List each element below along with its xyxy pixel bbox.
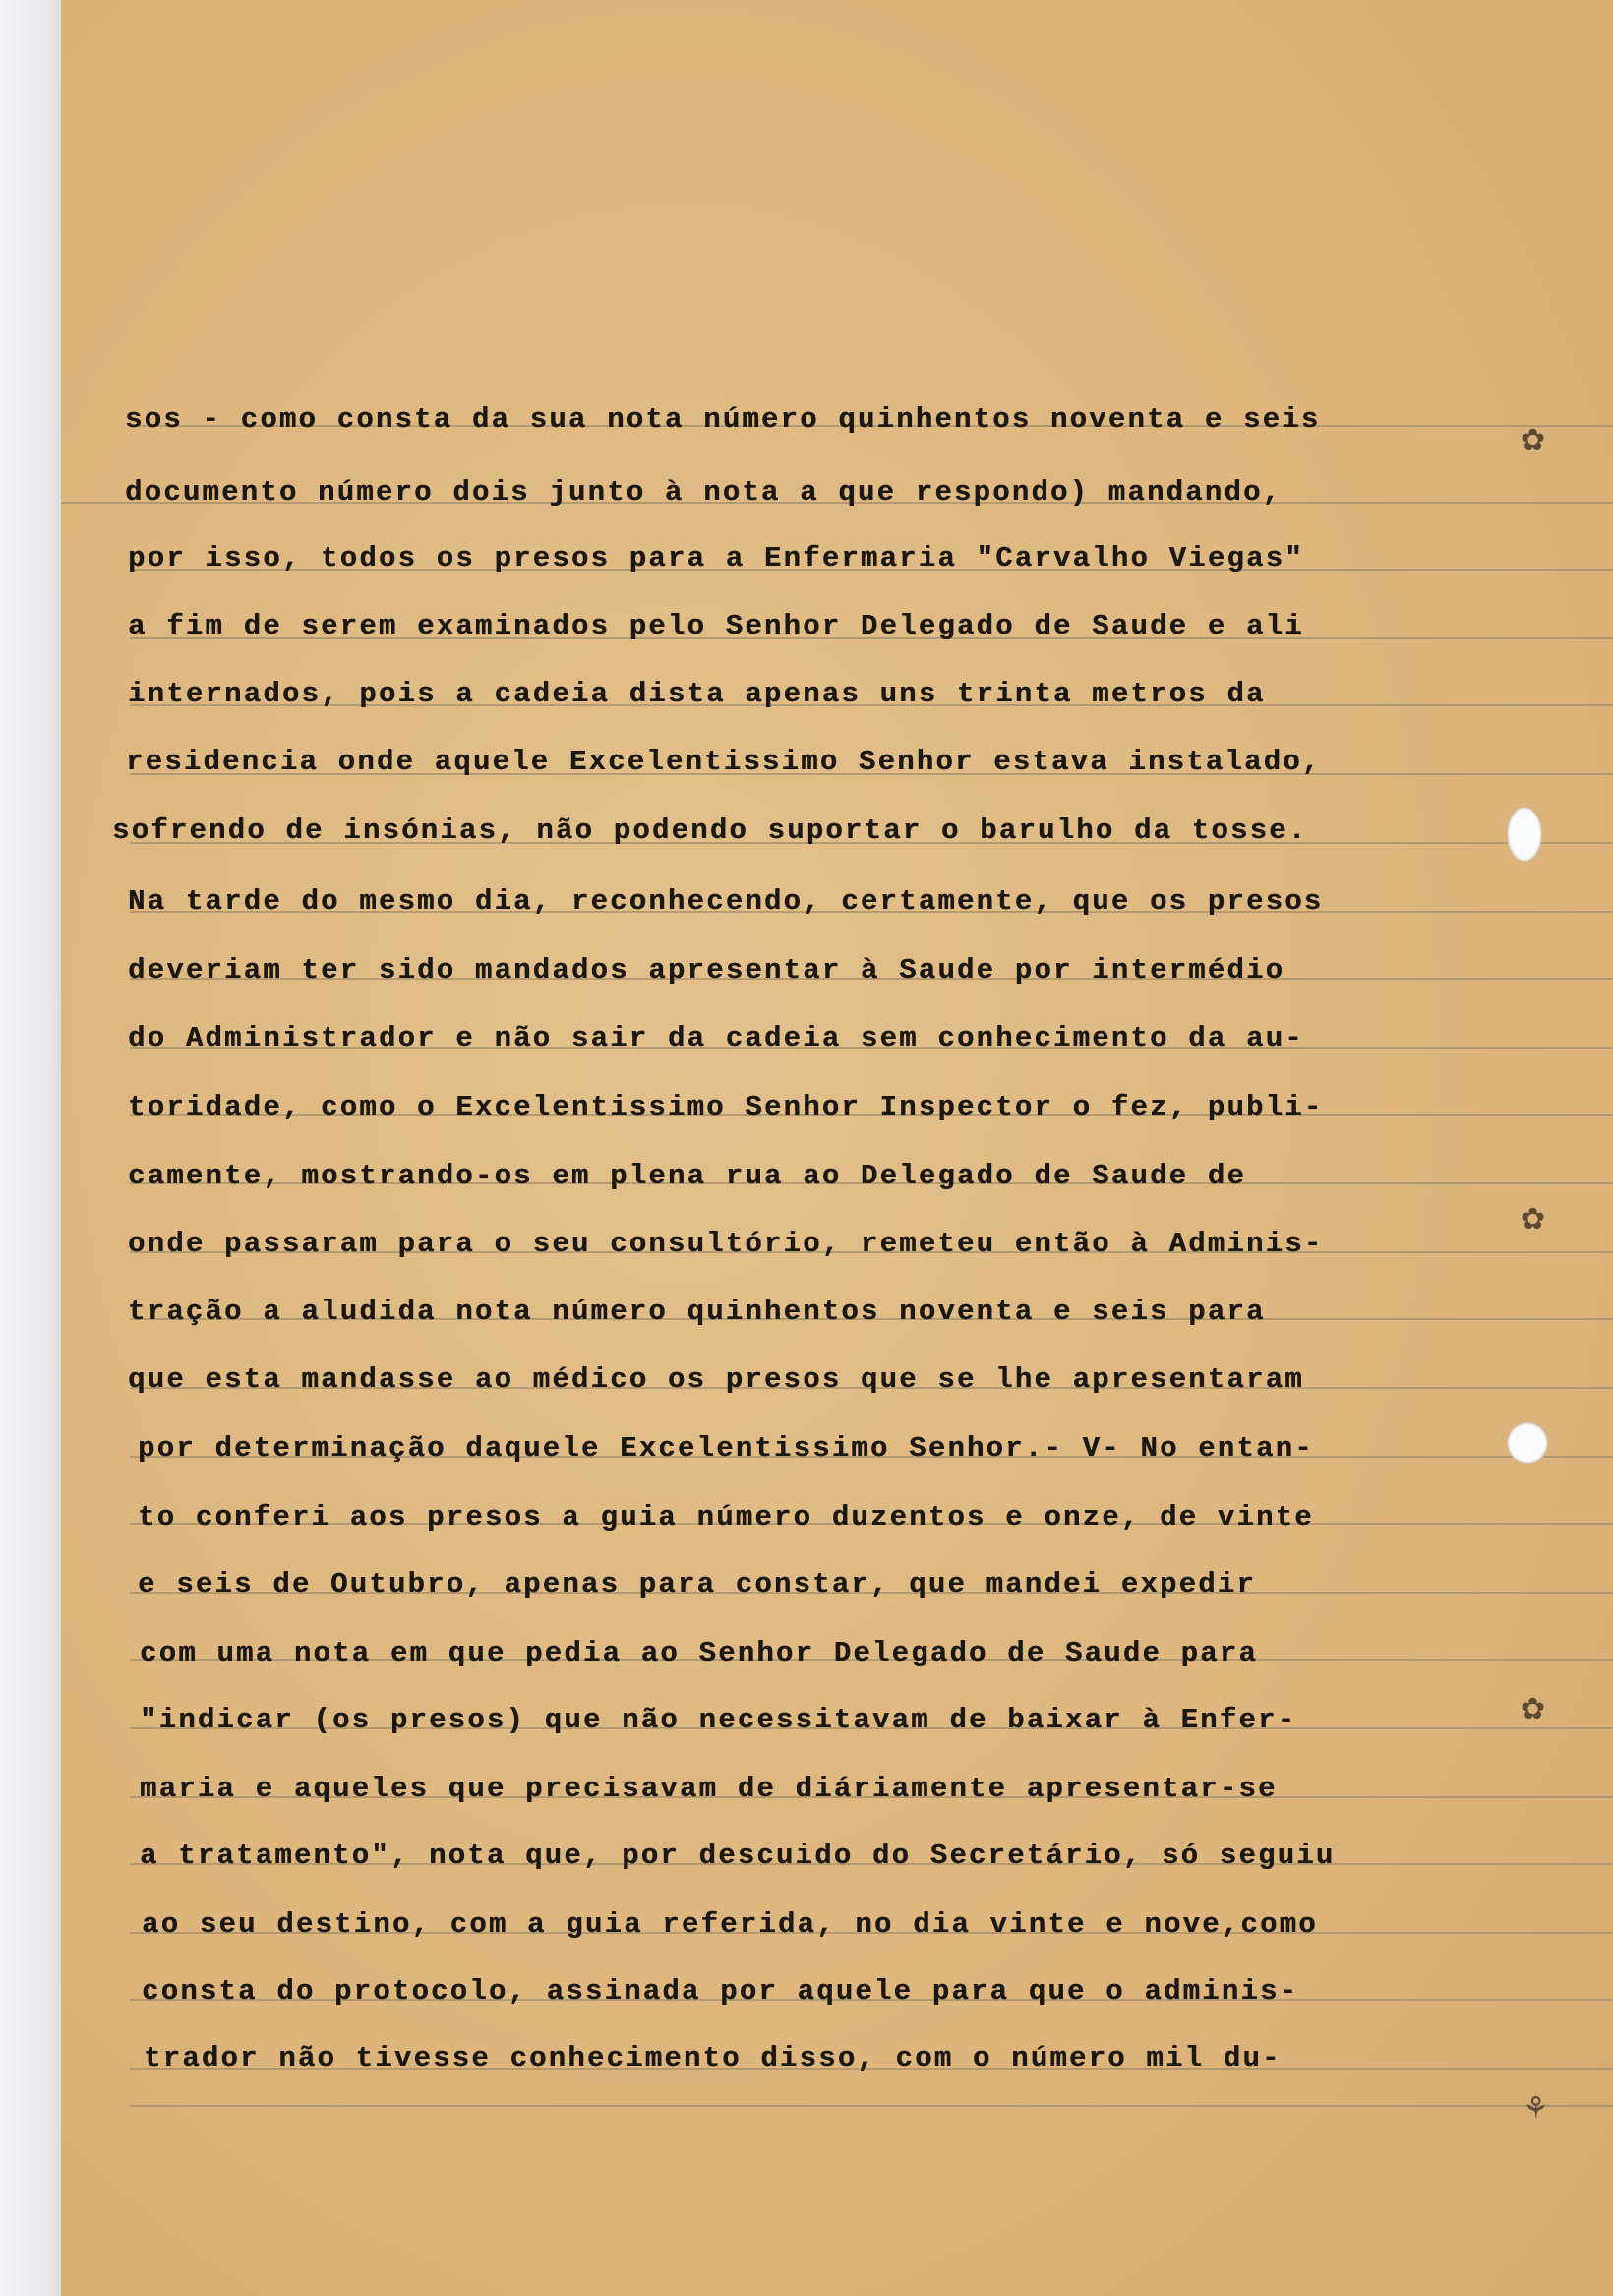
text-line-18: e seis de Outubro, apenas para constar, que mandei expedir — [138, 1568, 1256, 1601]
text-line-6: residencia onde aquele Excelentissimo Senhor estava instalado, — [126, 746, 1322, 778]
text-line-20: "indicar (os presos) que não necessitavam de baixar à Enfer- — [140, 1704, 1297, 1736]
text-line-17: to conferi aos presos a guia número duzentos e onze, de vinte — [138, 1501, 1314, 1534]
text-line-25: trador não tivesse conhecimento disso, com o número mil du- — [144, 2042, 1282, 2075]
text-line-24: consta do protocolo, assinada por aquele para que o adminis- — [142, 1975, 1299, 2008]
margin-mark-icon: ⚘ — [1523, 2091, 1549, 2126]
punch-hole — [1507, 1422, 1548, 1464]
text-line-4: a fim de serem examinados pelo Senhor Delegado de Saude e ali — [128, 610, 1304, 642]
text-line-12: camente, mostrando-os em plena rua ao Delegado de Saude de — [128, 1160, 1246, 1192]
text-line-7: sofrendo de insónias, não podendo suportar o barulho da tosse. — [112, 815, 1308, 847]
text-line-11: toridade, como o Excelentissimo Senhor Inspector o fez, publi- — [128, 1091, 1324, 1123]
text-line-16: por determinação daquele Excelentissimo Senhor.- V- No entan- — [138, 1432, 1314, 1465]
text-line-14: tração a aludida nota número quinhentos noventa e seis para — [128, 1296, 1266, 1328]
text-line-22: a tratamento", nota que, por descuido do Secretário, só seguiu — [140, 1840, 1336, 1872]
text-line-5: internados, pois a cadeia dista apenas uns trinta metros da — [128, 678, 1266, 710]
text-line-19: com uma nota em que pedia ao Senhor Delegado de Saude para — [140, 1637, 1258, 1669]
paper-sheet — [61, 0, 1613, 2296]
text-line-8: Na tarde do mesmo dia, reconhecendo, certamente, que os presos — [128, 885, 1324, 918]
text-line-13: onde passaram para o seu consultório, remeteu então à Adminis- — [128, 1228, 1324, 1260]
punch-hole — [1507, 807, 1542, 862]
margin-mark-icon: ✿ — [1521, 1692, 1546, 1726]
margin-mark-icon: ✿ — [1521, 1202, 1546, 1237]
text-line-3: por isso, todos os presos para a Enfermaria "Carvalho Viegas" — [128, 542, 1304, 574]
text-line-10: do Administrador e não sair da cadeia sem conhecimento da au- — [128, 1022, 1304, 1055]
text-line-23: ao seu destino, com a guia referida, no dia vinte e nove,como — [142, 1908, 1318, 1941]
text-line-2: documento número dois junto à nota a que respondo) mandando, — [125, 476, 1283, 509]
margin-mark-icon: ✿ — [1521, 423, 1546, 457]
text-line-1: sos - como consta da sua nota número quinhentos noventa e seis — [125, 403, 1321, 436]
text-line-21: maria e aqueles que precisavam de diáriamente apresentar-se — [140, 1773, 1278, 1805]
ruled-line — [130, 2105, 1613, 2107]
text-line-9: deveriam ter sido mandados apresentar à Saude por intermédio — [128, 954, 1285, 987]
text-line-15: que esta mandasse ao médico os presos que se lhe apresentaram — [128, 1363, 1304, 1396]
